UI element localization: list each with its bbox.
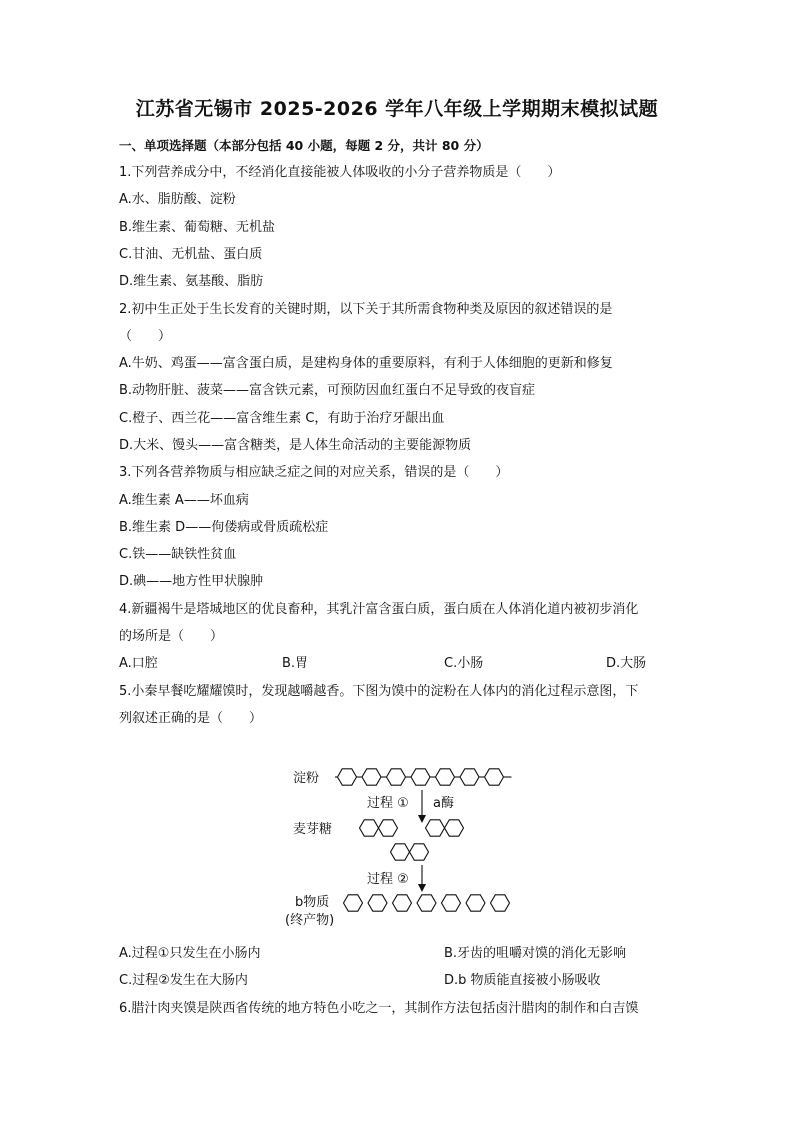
q2-option-c: C.橙子、西兰花——富含维生素 C，有助于治疗牙龈出血 (119, 411, 445, 426)
q3-option-b: B.维生素 D——佝偻病或骨质疏松症 (119, 520, 329, 535)
q4-option-c: C.小肠 (444, 656, 484, 671)
label-substance-b: b物质 (295, 895, 330, 910)
q3-option-a: A.维生素 A——坏血病 (119, 493, 249, 508)
maltose-unit-hexagon (410, 844, 429, 860)
q6-stem: 6.腊汁肉夹馍是陕西省传统的地方特色小吃之一，其制作方法包括卤汁腊肉的制作和白吉馍 (119, 1001, 639, 1016)
section-heading: 一、单项选择题（本部分包括 40 小题，每题 2 分，共计 80 分） (119, 138, 489, 153)
starch-hexagon-chain (335, 769, 512, 785)
q3-option-d: D.碘——地方性甲状腺肿 (119, 574, 264, 589)
starch-digestion-diagram (285, 760, 515, 935)
starch-unit-hexagon (485, 769, 504, 785)
q4-option-a: A.口腔 (119, 656, 158, 671)
q1-option-b: B.维生素、葡萄糖、无机盐 (119, 220, 276, 235)
page-title: 江苏省无锡市 2025-2026 学年八年级上学期期末模拟试题 (135, 98, 659, 120)
label-enzyme-a: a酶 (433, 796, 454, 811)
q2-option-d: D.大米、馒头——富含糖类，是人体生命活动的主要能源物质 (119, 438, 472, 453)
q4-option-b: B.胃 (282, 656, 309, 671)
q3-stem: 3.下列各营养物质与相应缺乏症之间的对应关系，错误的是（ ） (119, 465, 509, 480)
q4-stem: 4.新疆褐牛是塔城地区的优良畜种，其乳汁富含蛋白质，蛋白质在人体消化道内被初步消化 (119, 602, 639, 617)
q5-option-d: D.b 物质能直接被小肠吸收 (444, 973, 601, 988)
glucose-unit-hexagon (344, 895, 363, 911)
q5-stem-cont: 列叙述正确的是（ ） (119, 711, 263, 726)
q1-option-c: C.甘油、无机盐、蛋白质 (119, 247, 263, 262)
starch-unit-hexagon (338, 769, 357, 785)
q2-option-b: B.动物肝脏、菠菜——富含铁元素，可预防因血红蛋白不足导致的夜盲症 (119, 383, 536, 398)
glucose-hexagons (344, 895, 510, 911)
label-process-1: 过程 ① (367, 796, 409, 811)
maltose-unit-hexagon (360, 820, 379, 836)
glucose-unit-hexagon (417, 895, 436, 911)
starch-unit-hexagon (460, 769, 479, 785)
glucose-unit-hexagon (466, 895, 485, 911)
q1-stem: 1.下列营养成分中，不经消化直接能被人体吸收的小分子营养物质是（ ） (119, 165, 561, 180)
q5-stem: 5.小秦早餐吃耀耀馍时，发现越嚼越香。下图为馍中的淀粉在人体内的消化过程示意图，下 (119, 684, 639, 699)
label-maltose: 麦芽糖 (293, 822, 333, 837)
label-end-product: (终产物) (285, 913, 335, 928)
maltose-unit-hexagon (445, 820, 464, 836)
arrowhead-process-1 (418, 815, 426, 823)
label-process-2: 过程 ② (367, 872, 409, 887)
maltose-unit-hexagon (379, 820, 398, 836)
q4-option-d: D.大肠 (606, 656, 647, 671)
maltose-unit-hexagon (391, 844, 410, 860)
q5-option-b: B.牙齿的咀嚼对馍的消化无影响 (444, 946, 627, 961)
q2-option-a: A.牛奶、鸡蛋——富含蛋白质，是建构身体的重要原料，有利于人体细胞的更新和修复 (119, 356, 613, 371)
q5-option-c: C.过程②发生在大肠内 (119, 973, 248, 988)
starch-unit-hexagon (436, 769, 455, 785)
glucose-unit-hexagon (368, 895, 387, 911)
q2-stem-bracket: （ ） (119, 329, 172, 344)
q3-option-c: C.铁——缺铁性贫血 (119, 547, 237, 562)
arrowhead-process-2 (418, 884, 426, 892)
glucose-unit-hexagon (491, 895, 510, 911)
q1-option-d: D.维生素、氨基酸、脂肪 (119, 274, 264, 289)
starch-unit-hexagon (411, 769, 430, 785)
glucose-unit-hexagon (393, 895, 412, 911)
digestion-svg (285, 760, 515, 935)
glucose-unit-hexagon (442, 895, 461, 911)
starch-unit-hexagon (387, 769, 406, 785)
maltose-unit-hexagon (426, 820, 445, 836)
maltose-hexagon-pairs (360, 820, 464, 860)
q4-stem-cont: 的场所是（ ） (119, 629, 224, 644)
q5-option-a: A.过程①只发生在小肠内 (119, 946, 261, 961)
q2-stem: 2.初中生正处于生长发育的关键时期，以下关于其所需食物种类及原因的叙述错误的是 (119, 302, 613, 317)
q1-option-a: A.水、脂肪酸、淀粉 (119, 192, 236, 207)
starch-unit-hexagon (362, 769, 381, 785)
label-starch: 淀粉 (293, 771, 320, 786)
